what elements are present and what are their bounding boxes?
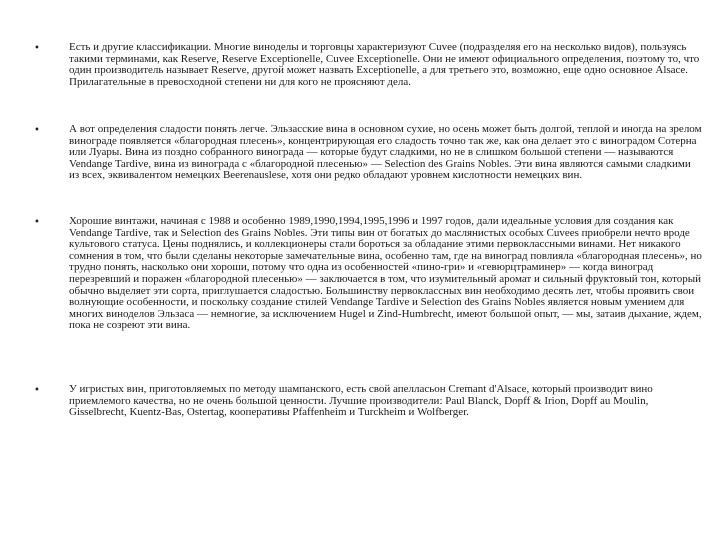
- paragraph-vintages: Хорошие винтажи, начиная с 1988 и особенно 1989,1990,1994,1995,1996 и 1997 годов, дали идеальные условия для создания как Vendange Tardive, так и Selection des Grains Nobles. Эти типы вин от богатых до маслянистых особых Cuvees приобрели нечто вроде культового статуса. Цены поднялись, и коллекционеры стали бороться за обладание этими первоклассными винами. Нет никакого сомнения в том, что были сделаны некоторые замечательные вина, особенно там, где на виноград повлияла «благородная плесень», но трудно понять, насколько они хороши, потому что одна из особенностей «пино-гри» и «гевюрцтраминер» — когда виноград перезревший и поражен «благородной плесенью» — заключается в том, что изумительный аромат и сильный фруктовый тон, который обычно выделяет эти сорта, приглушается сладостью. Большинству первоклассных вин необходимо десять лет, чтобы проявить свои волнующие особенности, и поскольку создание стилей Vendange Tardive и Selection des Grains Nobles является новым умением для многих виноделов Эльзаса — немногие, за исключением Hugel и Zind-Humbrecht, имеют большой опыт, — мы, затаив дыхание, ждем, пока не созреют эти вина.: [69, 215, 702, 332]
- bullet-icon: •: [34, 217, 40, 228]
- paragraph-classifications: Есть и другие классификации. Многие виноделы и торговцы характеризуют Cuvee (подразделяя его на несколько видов), пользуясь такими терминами, как Reserve, Reserve Exceptionelle, Cuvee Exceptionelle. Они не имеют официального определения, поэтому то, что один производитель называет Reserve, другой может назвать Exceptionelle, а для третьего это, возможно, еще одно основное Alsace. Прилагательные в превосходной степени ни для кого не проясняют дела.: [69, 41, 700, 88]
- paragraph-sparkling: У игристых вин, приготовляемых по методу шампанского, есть свой апелласьон Cremant d'Alsace, который производит вино приемлемого качества, но не очень большой ценности. Лучшие производители: Paul Blanck, Dopff & Irion, Dopff au Moulin, Gisselbrecht, Kuentz-Bas, Ostertag, кооперативы Pfaffenheim и Turckheim и Wolfberger.: [69, 383, 653, 419]
- bullet-icon: •: [34, 43, 40, 54]
- bullet-icon: •: [34, 385, 40, 396]
- paragraph-sweetness: А вот определения сладости понять легче. Эльзасские вина в основном сухие, но осень может быть долгой, теплой и иногда на зрелом винограде появляется «благородная плесень», концентрирующая его сладость точно так же, как она делает это с виноградом Сотерна или Луары. Вина из поздно собранного винограда — которые будут сладкими, но не в слишком большой степени — называются Vendange Tardive, вина из винограда с «благородной плесенью» — Selection des Grains Nobles. Эти вина являются самыми сладкими из всех, эквивалентом немецких Beerenauslese, хотя они редко обладают уровнем кислотности немецких вин.: [69, 123, 702, 182]
- bullet-icon: •: [34, 125, 40, 136]
